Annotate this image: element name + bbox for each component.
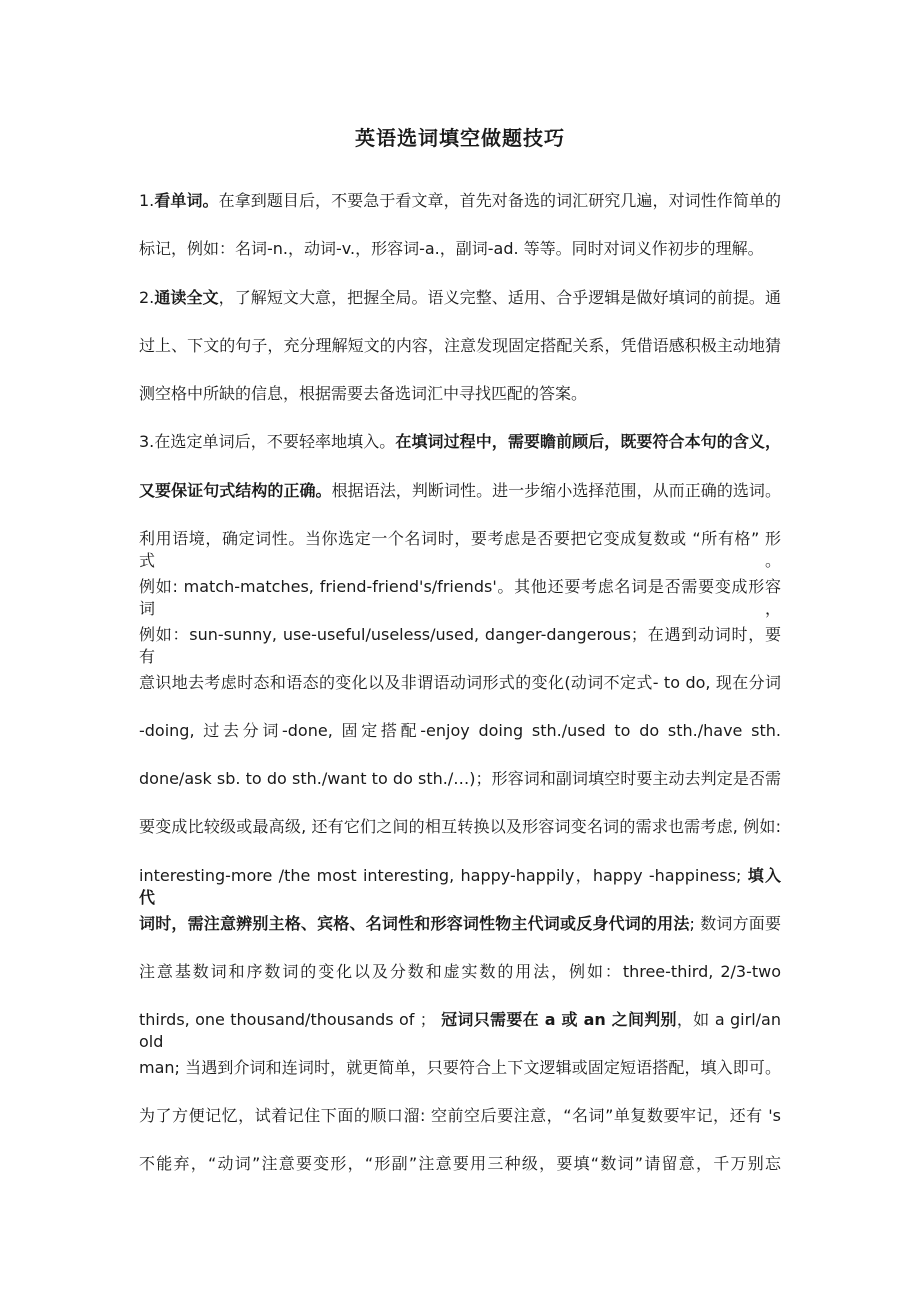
paragraph-2-line-1 (139, 287, 781, 309)
paragraph-3-line-9: 要变成比较级或最高级, 还有它们之间的相互转换以及形容词变名词的需求也需考虑, 例如: (139, 817, 781, 836)
paragraph-2-line-2: 过上、下文的句子，充分理解短文的内容，注意发现固定搭配关系，凭借语感积极主动地猜 (139, 336, 781, 355)
paragraph-3-line-4: 例如: match-matches, friend-friend's/friends'。其他还要考虑名词是否需要变成形容词， (139, 577, 781, 618)
p3-l13-text-c: ，如 a girl/an old (139, 1010, 781, 1051)
paragraph-3-line-12: 注意基数词和序数词的变化以及分数和虚实数的用法，例如：three-third, 2/3-two (139, 962, 781, 981)
paragraph-3-line-11 (139, 913, 781, 935)
p2-bold-heading: 通读全文 (154, 288, 219, 307)
p3-l11-bold: 词时，需注意辨别主格、宾格、名词性和形容词性物主代词或反身代词的用法 (139, 914, 690, 933)
paragraph-1-line-1 (139, 190, 781, 212)
p3-l11-text: ; 数词方面要 (689, 914, 781, 933)
p3-l10-bold: 填入代 (139, 866, 781, 907)
page-title: 英语选词填空做题技巧 (355, 126, 565, 150)
paragraph-3-line-8: done/ask sb. to do sth./want to do sth./…)；形容词和副词填空时要主动去判定是否需 (139, 769, 781, 788)
paragraph-3-line-10 (139, 865, 781, 907)
p3-l1-text: 3.在选定单词后，不要轻率地填入。 (139, 432, 396, 451)
p1-number: 1. (139, 191, 155, 210)
paragraph-3-line-7: -doing, 过去分词-done, 固定搭配-enjoy doing sth./used to do sth./have sth. (139, 721, 781, 740)
paragraph-3-line-14: man; 当遇到介词和连词时，就更简单，只要符合上下文逻辑或固定短语搭配，填入即可。 (139, 1058, 781, 1077)
p2-number: 2. (139, 288, 155, 307)
p3-l1-bold: 在填词过程中，需要瞻前顾后，既要符合本句的含义， (395, 432, 781, 451)
paragraph-3-line-16: 不能弃，“动词”注意要变形，“形副”注意要用三种级，要填“数词”请留意，千万别忘 (139, 1154, 781, 1173)
paragraph-3-line-1 (139, 431, 781, 453)
paragraph-1-line-2: 标记，例如：名词-n.，动词-v.，形容词-a.，副词-ad. 等等。同时对词义作初步的理解。 (139, 239, 764, 258)
paragraph-3-line-3: 利用语境，确定词性。当你选定一个名词时，要考虑是否要把它变成复数或 “所有格” 形式。 (139, 529, 781, 570)
p3-l10-text: interesting-more /the most interesting, happy-happily，happy -happiness; (139, 866, 748, 885)
p1-text-1: 在拿到题目后，不要急于看文章，首先对备选的词汇研究几遍，对词性作简单的 (218, 191, 781, 210)
paragraph-3-line-5: 例如：sun-sunny, use-useful/useless/used, danger-dangerous；在遇到动词时，要有 (139, 625, 781, 666)
paragraph-3-line-6: 意识地去考虑时态和语态的变化以及非谓语动词形式的变化(动词不定式- to do, 现在分词 (139, 673, 781, 692)
p3-l13-bold: 冠词只需要在 a 或 an 之间判别 (441, 1010, 677, 1029)
p3-l2-text: 根据语法，判断词性。进一步缩小选择范围，从而正确的选词。 (331, 481, 781, 500)
paragraph-2-line-3: 测空格中所缺的信息，根据需要去备选词汇中寻找匹配的答案。 (139, 384, 588, 403)
paragraph-3-line-13 (139, 1009, 781, 1051)
p1-bold-heading: 看单词。 (154, 191, 219, 210)
p3-l13-text-a: thirds, one thousand/thousands of ； (139, 1010, 442, 1029)
paragraph-3-line-2 (139, 480, 781, 502)
p2-text-1: ，了解短文大意，把握全局。语义完整、适用、合乎逻辑是做好填词的前提。通 (218, 288, 781, 307)
paragraph-3-line-15: 为了方便记忆，试着记住下面的顺口溜: 空前空后要注意，“名词”单复数要牢记，还有 's (139, 1106, 781, 1125)
p3-l2-bold: 又要保证句式结构的正确。 (139, 481, 332, 500)
